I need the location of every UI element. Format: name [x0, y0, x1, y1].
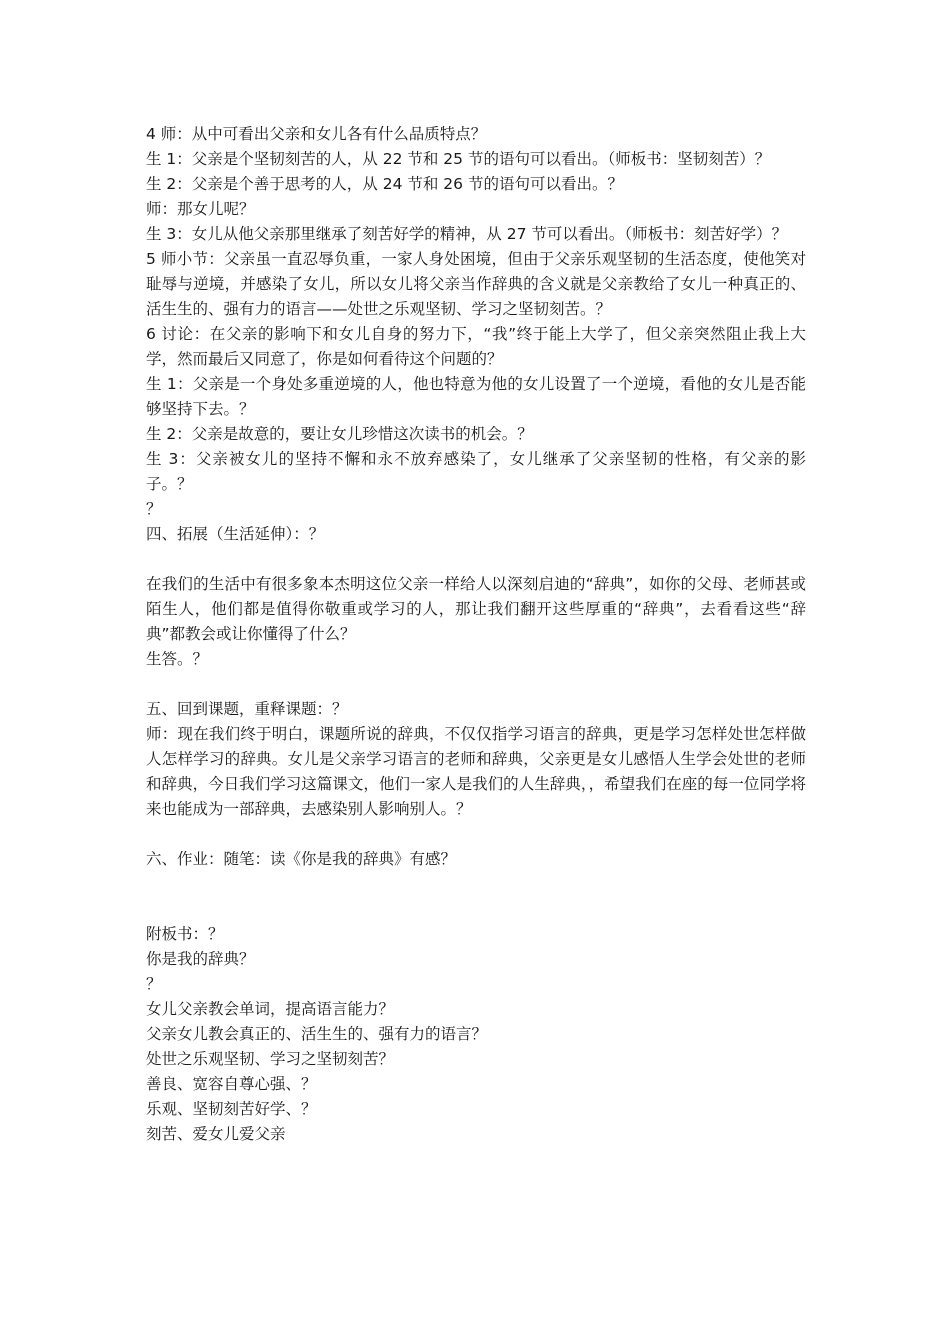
teacher-summary: 5 师小节：父亲虽一直忍辱负重，一家人身处困境，但由于父亲乐观坚韧的生活态度，使他笑对耻辱与逆境，并感染了女儿，所以女儿将父亲当作辞典的含义就是父亲教给了女儿一种真正的、活生生的、强有力的语言——处世之乐观坚韧、学习之坚韧刻苦。？: [146, 250, 806, 318]
board-line-6: 刻苦、爱女儿爱父亲: [146, 1125, 286, 1143]
board-line-1: 女儿父亲教会单词，提高语言能力？: [146, 1000, 395, 1018]
board-title: 附板书：？: [146, 925, 224, 943]
student-2-answer: 生 2：父亲是个善于思考的人，从 24 节和 26 节的语句可以看出。？: [146, 175, 623, 193]
board-line-2: 父亲女儿教会真正的、活生生的、强有力的语言？: [146, 1025, 488, 1043]
extension-answer: 生答。？: [146, 650, 209, 668]
discussion-answer-3: 生 3：父亲被女儿的坚持不懈和永不放弃感染了，女儿继承了父亲坚韧的性格，有父亲的影子。？: [146, 450, 806, 493]
board-line-blank: ？: [146, 975, 162, 993]
section-5-heading: 五、回到课题，重释课题：？: [146, 700, 348, 718]
board-line-title: 你是我的辞典？: [146, 950, 255, 968]
spacer: [146, 822, 806, 847]
board-line-4: 善良、宽容自尊心强、？: [146, 1075, 317, 1093]
discussion-answer-1: 生 1：父亲是一个身处多重逆境的人，他也特意为他的女儿设置了一个逆境，看他的女儿是否能够坚持下去。？: [146, 375, 806, 418]
board-line-5: 乐观、坚韧刻苦好学、？: [146, 1100, 317, 1118]
extension-paragraph: 在我们的生活中有很多象本杰明这位父亲一样给人以深刻启迪的“辞典”，如你的父母、老师甚或陌生人，他们都是值得你敬重或学习的人，那让我们翻开这些厚重的“辞典”，去看看这些“辞典”都教会或让你懂得了什么？: [146, 575, 806, 643]
section-6-homework: 六、作业：随笔：读《你是我的辞典》有感？: [146, 850, 457, 868]
section-4-heading: 四、拓展（生活延伸）：？: [146, 525, 325, 543]
discussion-question: 6 讨论：在父亲的影响下和女儿自身的努力下，“我”终于能上大学了，但父亲突然阻止我上大学，然而最后又同意了，你是如何看待这个问题的？: [146, 325, 806, 368]
board-line-3: 处世之乐观坚韧、学习之坚韧刻苦？: [146, 1050, 395, 1068]
spacer: [146, 872, 806, 922]
question-line-4: 4 师：从中可看出父亲和女儿各有什么品质特点？: [146, 125, 487, 143]
review-paragraph: 师：现在我们终于明白，课题所说的辞典，不仅仅指学习语言的辞典，更是学习怎样处世怎样做人怎样学习的辞典。女儿是父亲学习语言的老师和辞典，父亲更是女儿感悟人生学会处世的老师和辞典，今日我们学习这篇课文，他们一家人是我们的人生辞典，，希望我们在座的每一位同学将来也能成为一部辞典，去感染别人影响别人。？: [146, 725, 806, 818]
spacer: [146, 547, 806, 572]
blank-marker: ？: [146, 500, 162, 518]
student-3-answer: 生 3：女儿从他父亲那里继承了刻苦好学的精神，从 27 节可以看出。（师板书：刻苦好学）？: [146, 225, 788, 243]
spacer: [146, 672, 806, 697]
student-1-answer: 生 1：父亲是个坚韧刻苦的人，从 22 节和 25 节的语句可以看出。（师板书：坚韧刻苦）？: [146, 150, 771, 168]
discussion-answer-2: 生 2：父亲是故意的，要让女儿珍惜这次读书的机会。？: [146, 425, 533, 443]
document-page: [146, 122, 806, 1147]
teacher-question: 师：那女儿呢？: [146, 200, 255, 218]
